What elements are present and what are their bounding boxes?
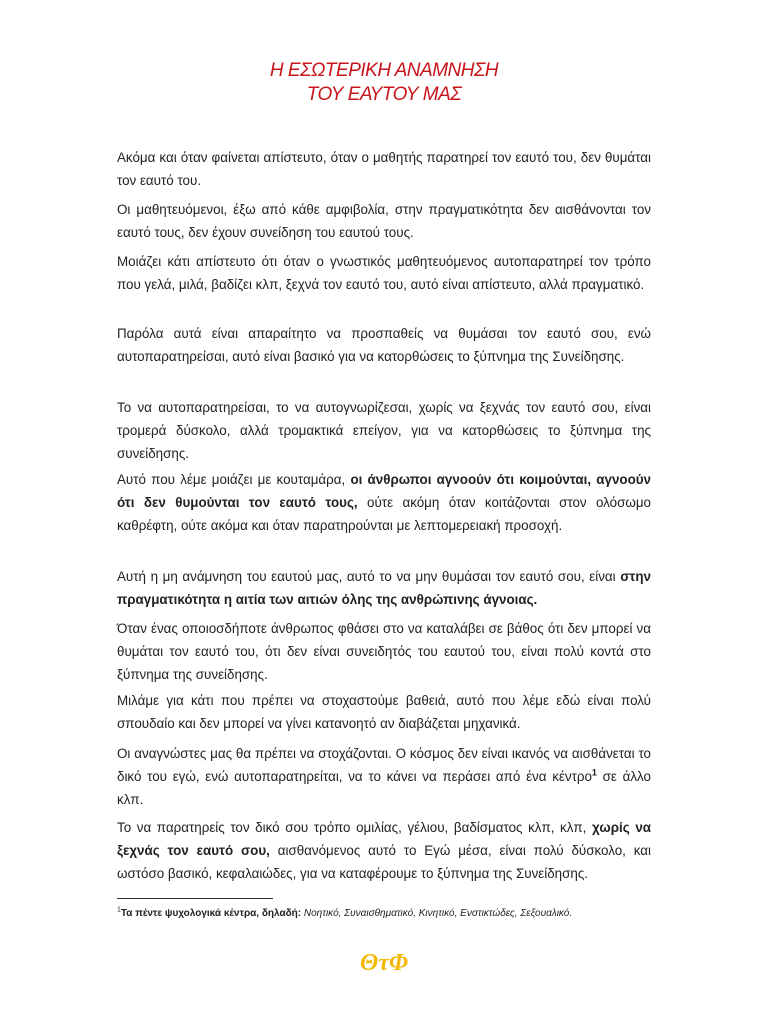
footnote [117,906,657,921]
paragraph-7-text-a: Αυτή η μη ανάμνηση του εαυτού μας, αυτό το να μην θυμάσαι τον εαυτό σου, είναι [117,569,621,584]
paragraph-11-emphasis: χωρίς να ξεχνάς τον εαυτό σου, [117,820,651,858]
paragraph-7 [117,565,651,611]
paragraph-1: Ακόμα και όταν φαίνεται απίστευτο, όταν ο μαθητής παρατηρεί τον εαυτό του, δεν θυμάται τον εαυτό του. [117,150,651,188]
paragraph-11 [117,816,651,885]
paragraph-10-text-b: σε άλλο κλπ. [117,769,651,807]
paragraph-7-emphasis: στην πραγματικότητα η αιτία των αιτιών όλης της ανθρώπινης άγνοιας. [117,569,651,607]
footnote-reference: 1 [591,767,597,778]
paragraph-10 [117,742,651,811]
paragraph-6-emphasis: οι άνθρωποι αγνοούν ότι κοιμούνται, αγνοούν ότι δεν θυμούνται τον εαυτό τους, [117,472,652,510]
paragraph-2: Οι μαθητευόμενοι, έξω από κάθε αμφιβολία, στην πραγματικότητα δεν αισθάνονται τον εαυτό τους, δεν έχουν συνείδηση του εαυτού τους. [117,202,651,240]
footnote-mark: 1 [117,906,121,914]
footnote-text: Νοητικό, Συναισθηματικό, Κινητικό, Ενστικτώδες, Σεξουαλικό. [301,908,573,919]
paragraph-6-text-c: ούτε ακόμη όταν κοιτάζονται στον ολόσωμο καθρέφτη, ούτε ακόμα και όταν παρατηρούνται με λεπτομερειακή προσοχή. [117,495,651,533]
paragraph-6-text-a: Αυτό που λέμε μοιάζει με κουταμάρα, [117,472,351,487]
paragraph-8: Όταν ένας οποιοσδήποτε άνθρωπος φθάσει στο να καταλάβει σε βάθος ότι δεν μπορεί να θυμάται τον εαυτό του, ότι δεν είναι συνειδητός του εαυτού του, είναι πολύ κοντά στο ξύπνημα της συνείδησης. [117,621,651,682]
document-title-line-1: Η ΕΣΩΤΕΡΙΚΗ ΑΝΑΜΝΗΣΗ [269,60,499,81]
paragraph-11-text-c: αισθανόμενος αυτό το Εγώ μέσα, είναι πολύ δύσκολο, και ωστόσο βασικό, κεφαλαιώδες, για να καταφέρουμε το ξύπνημα της Συνείδησης. [117,843,652,881]
publisher-logo: ΘτΦ [360,950,408,976]
paragraph-9: Μιλάμε για κάτι που πρέπει να στοχαστούμε βαθειά, αυτό που λέμε εδώ είναι πολύ σπουδαίο και δεν μπορεί να γίνει κατανοητό αν διαβάζεται μηχανικά. [117,693,651,731]
paragraph-5: Το να αυτοπαρατηρείσαι, το να αυτογνωρίζεσαι, χωρίς να ξεχνάς τον εαυτό σου, είναι τρομερά δύσκολο, αλλά τρομακτικά επείγον, για να κατορθώσεις το ξύπνημα της συνείδησης. [117,400,651,461]
paragraph-11-text-a: Το να παρατηρείς τον δικό σου τρόπο ομιλίας, γέλιου, βαδίσματος κλπ, κλπ, [117,820,592,835]
paragraph-3: Μοιάζει κάτι απίστευτο ότι όταν ο γνωστικός μαθητευόμενος αυτοπαρατηρεί τον τρόπο που γελά, μιλά, βαδίζει κλπ, ξεχνά τον εαυτό του, αυτό είναι απίστευτο, αλλά πραγματικό. [117,254,651,292]
footnote-label: Τα πέντε ψυχολογικά κέντρα, δηλαδή: [120,908,302,919]
paragraph-4: Παρόλα αυτά είναι απαραίτητο να προσπαθείς να θυμάσαι τον εαυτό σου, ενώ αυτοπαρατηρείσαι, αυτό είναι βασικό για να κατορθώσεις το ξύπνημα της Συνείδησης. [117,326,651,364]
paragraph-6 [117,468,651,537]
paragraph-10-text-a: Οι αναγνώστες μας θα πρέπει να στοχάζονται. Ο κόσμος δεν είναι ικανός να αισθάνεται το δικό του εγώ, ενώ αυτοπαρατηρείται, να το κάνει να περάσει από ένα κέντρο [117,746,651,784]
document-title-line-2: ΤΟΥ ΕΑΥΤΟΥ ΜΑΣ [306,84,462,105]
footnote-separator [117,898,273,899]
